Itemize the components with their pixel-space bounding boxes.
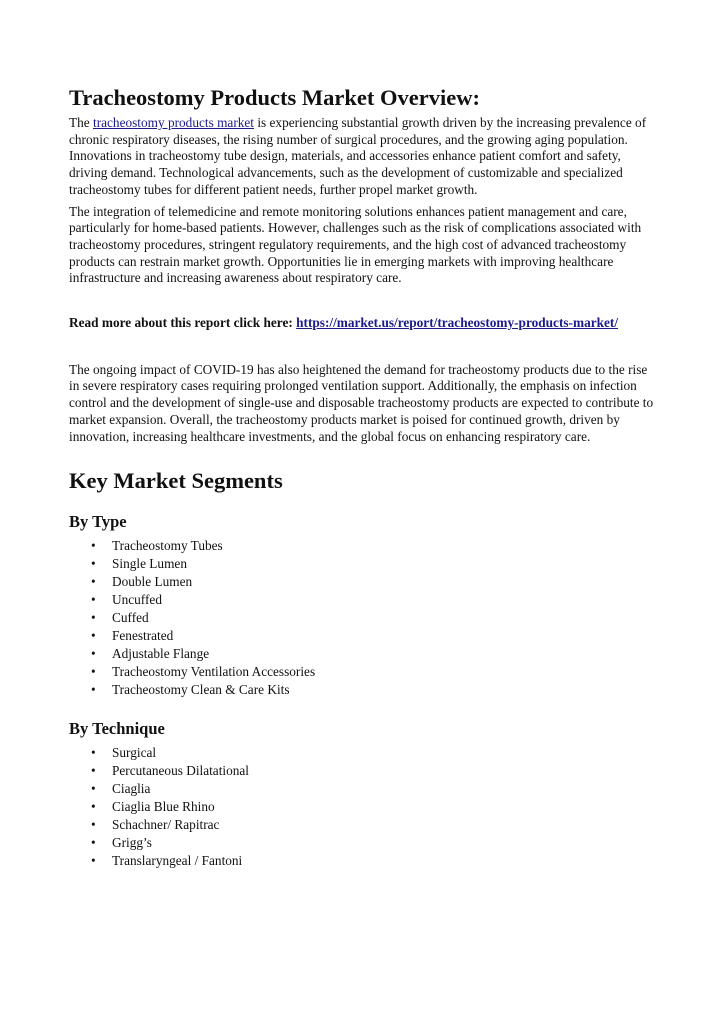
list-item [69,627,654,645]
bullet-icon: • [91,835,96,851]
bullet-icon: • [91,646,96,662]
list-item [69,555,654,573]
document-page [69,84,654,870]
overview-title: Tracheostomy Products Market Overview: [69,85,480,110]
report-link[interactable]: https://market.us/report/tracheostomy-products-market/ [296,315,619,331]
list-item [69,816,654,834]
by-type-heading: By Type [69,512,127,532]
list-item-label: Tracheostomy Clean & Care Kits [112,682,290,698]
list-item-label: Schachner/ Rapitrac [112,817,220,833]
bullet-icon: • [91,664,96,680]
bullet-icon: • [91,763,96,779]
list-item [69,798,654,816]
list-item-label: Translaryngeal / Fantoni [112,853,243,869]
list-item [69,780,654,798]
bullet-icon: • [91,556,96,572]
bullet-icon: • [91,538,96,554]
list-item [69,609,654,627]
list-item-label: Grigg’s [112,835,152,851]
list-item [69,573,654,591]
list-item-label: Cuffed [112,610,149,626]
market-link[interactable]: tracheostomy products market [93,115,254,130]
bullet-icon: • [91,610,96,626]
bullet-icon: • [91,781,96,797]
list-item-label: Percutaneous Dilatational [112,763,249,779]
overview-paragraph-3: The ongoing impact of COVID-19 has also heightened the demand for tracheostomy products due to the rise in severe respiratory cases requiring prolonged ventilation support. Additionally, the emphasis on infection control and the development of single-use and disposable tracheostomy products are expected to contribute to market expansion. Overall, the tracheostomy products market is poised for continued growth, driven by innovation, increasing healthcare investments, and the global focus on enhancing respiratory care. [69,361,654,444]
list-item-label: Ciaglia Blue Rhino [112,799,215,815]
list-item-label: Ciaglia [112,781,151,797]
list-item [69,537,654,555]
list-item-label: Tracheostomy Ventilation Accessories [112,664,316,680]
by-technique-list [69,744,654,870]
list-item [69,645,654,663]
bullet-icon: • [91,682,96,698]
list-item [69,744,654,762]
read-more-line: Read more about this report click here: https://market.us/report/tracheostomy-products-market/ [69,315,619,331]
segments-title: Key Market Segments [69,468,283,494]
list-item-label: Adjustable Flange [112,646,210,662]
list-item-label: Fenestrated [112,628,174,644]
by-type-list [69,537,654,699]
list-item [69,762,654,780]
list-item-label: Tracheostomy Tubes [112,538,223,554]
bullet-icon: • [91,817,96,833]
overview-paragraph-1: The tracheostomy products market is experiencing substantial growth driven by the increasing prevalence of chronic respiratory diseases, the rising number of surgical procedures, and the growing aging population. Innovations in tracheostomy tube design, materials, and accessories enhance patient comfort and safety, driving demand. Technological advancements, such as the development of customizable and specialized tracheostomy tubes for different patient needs, further propel market growth. [69,115,647,197]
bullet-icon: • [91,592,96,608]
bullet-icon: • [91,853,96,869]
list-item [69,681,654,699]
bullet-icon: • [91,574,96,590]
bullet-icon: • [91,628,96,644]
list-item-label: Single Lumen [112,556,187,572]
bullet-icon: • [91,745,96,761]
list-item [69,663,654,681]
list-item [69,591,654,609]
list-item [69,834,654,852]
list-item-label: Double Lumen [112,574,193,590]
list-item [69,852,654,870]
bullet-icon: • [91,799,96,815]
by-technique-heading: By Technique [69,719,165,739]
list-item-label: Uncuffed [112,592,162,608]
list-item-label: Surgical [112,745,157,761]
overview-paragraph-2: The integration of telemedicine and remote monitoring solutions enhances patient management and care, particularly for home-based patients. However, challenges such as the risk of complications associated with tracheostomy procedures, stringent regulatory requirements, and the high cost of advanced tracheostomy products can restrain market growth. Opportunities lie in emerging markets with improving healthcare infrastructure and increasing awareness about respiratory care. [69,203,642,286]
